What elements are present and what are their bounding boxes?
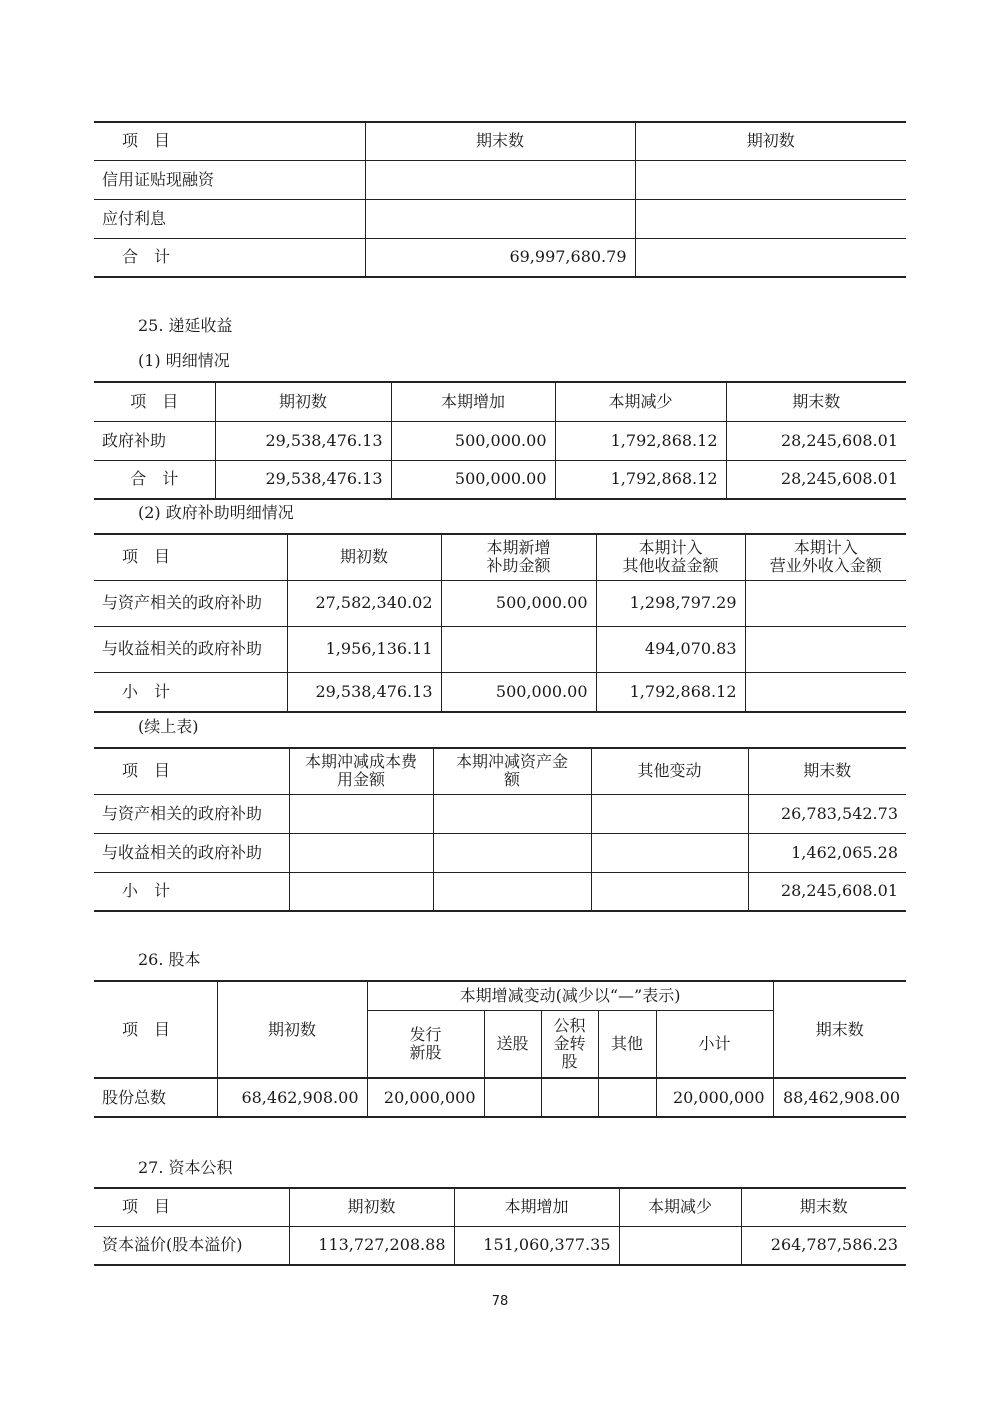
table-deferred-income bbox=[94, 381, 906, 500]
header-item: 项 目 bbox=[94, 981, 217, 1078]
header-reserve-conversion: 公积 金转 股 bbox=[541, 1010, 598, 1078]
row-begin: 68,462,908.00 bbox=[217, 1078, 367, 1117]
table-other-payables bbox=[94, 121, 906, 278]
row-increase: 151,060,377.35 bbox=[454, 1226, 619, 1265]
row-decrease: 1,792,868.12 bbox=[555, 460, 726, 499]
row-other-income: 1,792,868.12 bbox=[596, 672, 745, 712]
row-other-income: 494,070.83 bbox=[596, 626, 745, 672]
row-other-changes bbox=[591, 794, 748, 833]
row-item: 小 计 bbox=[94, 672, 287, 712]
row-non-operating-income bbox=[745, 626, 906, 672]
row-item: 合 计 bbox=[94, 238, 365, 277]
row-end: 28,245,608.01 bbox=[726, 421, 906, 460]
header-other-changes: 其他变动 bbox=[591, 748, 748, 794]
table-row bbox=[94, 794, 906, 833]
header-end: 期末数 bbox=[748, 748, 906, 794]
header-begin: 期初数 bbox=[289, 1188, 454, 1226]
section-27-title: 27. 资本公积 bbox=[138, 1158, 233, 1177]
row-end bbox=[365, 160, 635, 199]
row-other bbox=[598, 1078, 656, 1117]
row-cost-offset bbox=[289, 833, 433, 872]
section-25-sub2-title: (2) 政府补助明细情况 bbox=[138, 503, 294, 522]
header-cost-offset: 本期冲减成本费 用金额 bbox=[289, 748, 433, 794]
table-row bbox=[94, 833, 906, 872]
row-asset-offset bbox=[433, 833, 591, 872]
row-end: 1,462,065.28 bbox=[748, 833, 906, 872]
row-decrease bbox=[619, 1226, 741, 1265]
header-item: 项 目 bbox=[94, 1188, 289, 1226]
row-bonus-shares bbox=[484, 1078, 541, 1117]
table-row bbox=[94, 1078, 906, 1117]
table-row bbox=[94, 160, 906, 199]
row-other-changes bbox=[591, 872, 748, 911]
row-other-income: 1,298,797.29 bbox=[596, 580, 745, 626]
table-row-subtotal bbox=[94, 672, 906, 712]
row-other-changes bbox=[591, 833, 748, 872]
row-begin: 29,538,476.13 bbox=[287, 672, 441, 712]
header-begin: 期初数 bbox=[287, 534, 441, 580]
row-end: 69,997,680.79 bbox=[365, 238, 635, 277]
row-end bbox=[365, 199, 635, 238]
table-row bbox=[94, 1226, 906, 1265]
row-begin: 27,582,340.02 bbox=[287, 580, 441, 626]
header-end: 期末数 bbox=[773, 981, 906, 1078]
table-share-capital bbox=[94, 980, 906, 1118]
row-item: 与收益相关的政府补助 bbox=[94, 626, 287, 672]
row-asset-offset bbox=[433, 794, 591, 833]
table-government-grants bbox=[94, 533, 906, 713]
row-end: 264,787,586.23 bbox=[741, 1226, 906, 1265]
row-begin bbox=[635, 160, 906, 199]
row-new-shares: 20,000,000 bbox=[367, 1078, 484, 1117]
header-item: 项 目 bbox=[94, 122, 365, 160]
header-change-group: 本期增减变动(减少以“—”表示) bbox=[367, 981, 773, 1010]
row-reserve-conversion bbox=[541, 1078, 598, 1117]
table-row-total bbox=[94, 460, 906, 499]
row-end: 28,245,608.01 bbox=[726, 460, 906, 499]
row-item: 信用证贴现融资 bbox=[94, 160, 365, 199]
row-begin: 113,727,208.88 bbox=[289, 1226, 454, 1265]
continued-label: (续上表) bbox=[138, 717, 199, 736]
header-decrease: 本期减少 bbox=[555, 382, 726, 421]
row-item: 与收益相关的政府补助 bbox=[94, 833, 289, 872]
table-row-total bbox=[94, 238, 906, 277]
row-increase: 500,000.00 bbox=[391, 460, 555, 499]
header-other-income: 本期计入 其他收益金额 bbox=[596, 534, 745, 580]
row-item: 小 计 bbox=[94, 872, 289, 911]
row-item: 应付利息 bbox=[94, 199, 365, 238]
row-new-grants: 500,000.00 bbox=[441, 672, 596, 712]
row-cost-offset bbox=[289, 794, 433, 833]
section-25-sub1-title: (1) 明细情况 bbox=[138, 351, 230, 370]
row-begin: 29,538,476.13 bbox=[215, 460, 391, 499]
header-increase: 本期增加 bbox=[391, 382, 555, 421]
header-non-operating-income: 本期计入 营业外收入金额 bbox=[745, 534, 906, 580]
row-begin bbox=[635, 199, 906, 238]
table-row bbox=[94, 626, 906, 672]
header-subtotal: 小计 bbox=[656, 1010, 773, 1078]
row-subtotal: 20,000,000 bbox=[656, 1078, 773, 1117]
row-item: 合 计 bbox=[94, 460, 215, 499]
table-capital-reserve bbox=[94, 1187, 906, 1266]
row-cost-offset bbox=[289, 872, 433, 911]
header-begin: 期初数 bbox=[215, 382, 391, 421]
row-item: 与资产相关的政府补助 bbox=[94, 794, 289, 833]
row-end: 88,462,908.00 bbox=[773, 1078, 906, 1117]
header-end: 期末数 bbox=[741, 1188, 906, 1226]
header-end: 期末数 bbox=[365, 122, 635, 160]
row-item: 资本溢价(股本溢价) bbox=[94, 1226, 289, 1265]
header-item: 项 目 bbox=[94, 382, 215, 421]
header-begin: 期初数 bbox=[217, 981, 367, 1078]
header-item: 项 目 bbox=[94, 748, 289, 794]
section-25-title: 25. 递延收益 bbox=[138, 316, 233, 335]
header-new-shares: 发行 新股 bbox=[367, 1010, 484, 1078]
row-new-grants bbox=[441, 626, 596, 672]
header-end: 期末数 bbox=[726, 382, 906, 421]
table-row bbox=[94, 199, 906, 238]
header-other: 其他 bbox=[598, 1010, 656, 1078]
header-decrease: 本期减少 bbox=[619, 1188, 741, 1226]
table-row bbox=[94, 580, 906, 626]
row-asset-offset bbox=[433, 872, 591, 911]
header-begin: 期初数 bbox=[635, 122, 906, 160]
header-bonus-shares: 送股 bbox=[484, 1010, 541, 1078]
header-increase: 本期增加 bbox=[454, 1188, 619, 1226]
header-asset-offset: 本期冲减资产金 额 bbox=[433, 748, 591, 794]
row-non-operating-income bbox=[745, 672, 906, 712]
row-item: 股份总数 bbox=[94, 1078, 217, 1117]
row-begin bbox=[635, 238, 906, 277]
table-row-subtotal bbox=[94, 872, 906, 911]
table-row bbox=[94, 421, 906, 460]
header-item: 项 目 bbox=[94, 534, 287, 580]
row-increase: 500,000.00 bbox=[391, 421, 555, 460]
page-number: 78 bbox=[491, 1294, 509, 1309]
row-non-operating-income bbox=[745, 580, 906, 626]
row-end: 26,783,542.73 bbox=[748, 794, 906, 833]
section-26-title: 26. 股本 bbox=[138, 950, 201, 969]
row-end: 28,245,608.01 bbox=[748, 872, 906, 911]
table-government-grants-continued bbox=[94, 747, 906, 912]
row-decrease: 1,792,868.12 bbox=[555, 421, 726, 460]
row-new-grants: 500,000.00 bbox=[441, 580, 596, 626]
row-item: 与资产相关的政府补助 bbox=[94, 580, 287, 626]
row-item: 政府补助 bbox=[94, 421, 215, 460]
row-begin: 29,538,476.13 bbox=[215, 421, 391, 460]
header-new-grants: 本期新增 补助金额 bbox=[441, 534, 596, 580]
row-begin: 1,956,136.11 bbox=[287, 626, 441, 672]
